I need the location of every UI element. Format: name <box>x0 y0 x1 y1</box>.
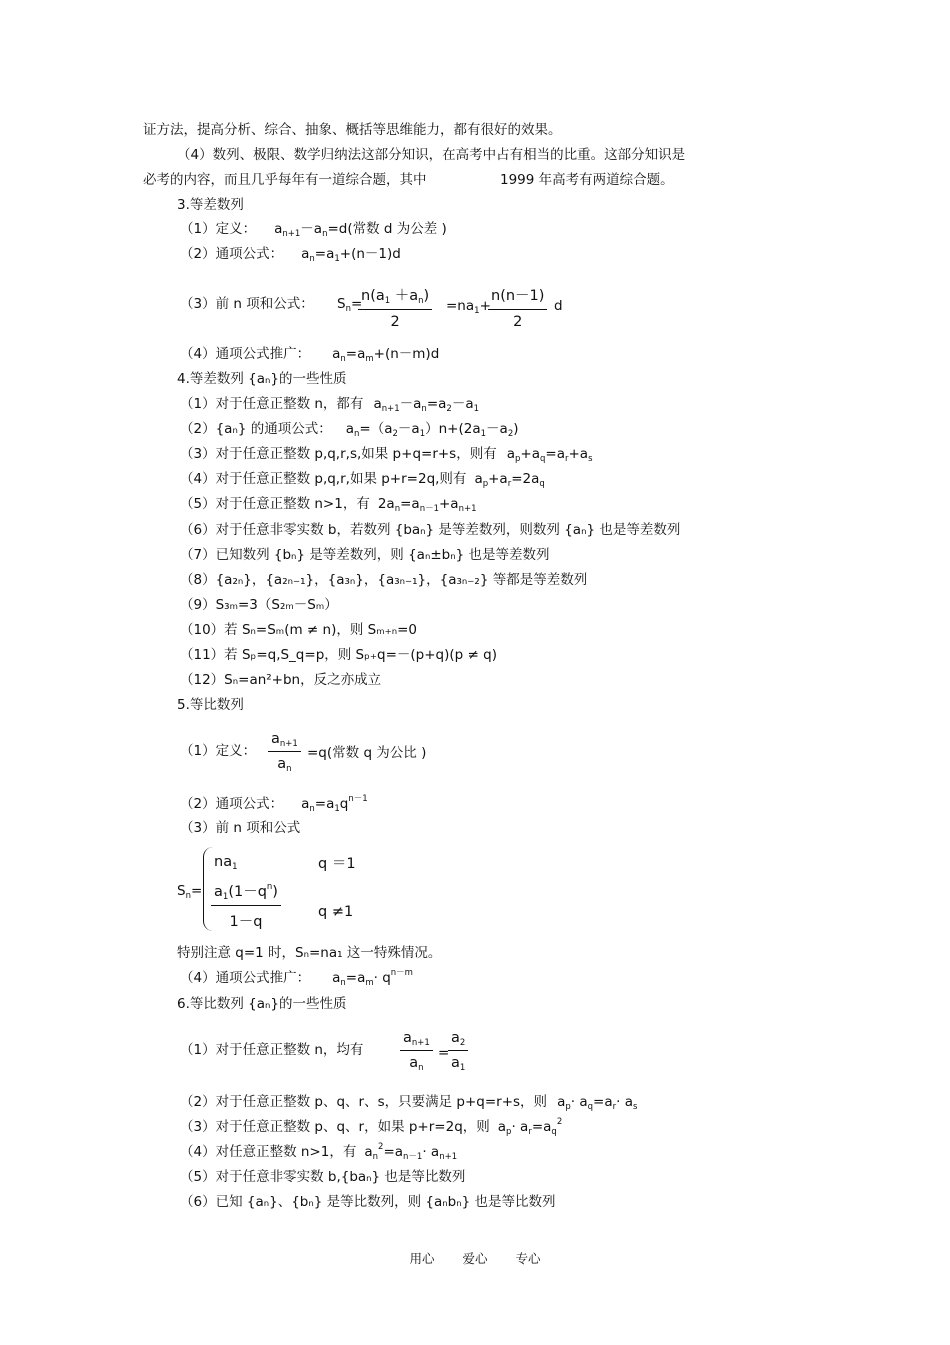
intro-line-3a: 必考的内容，而且几乎每年有一道综合题，其中 <box>143 172 427 188</box>
s5-case-2-cond: q ≠1 <box>318 904 354 920</box>
s3-sum-fraction-1: $\frac{n(a_1 +a_n)}{2}$ <box>358 284 432 330</box>
intro-line-2: （4）数列、极限、数学归纳法这部分知识，在高考中占有相当的比重。这部分知识是 <box>177 147 686 163</box>
page-footer <box>0 1249 950 1267</box>
s5-item-1-tail: =q(常数 q 为公比 ) <box>307 745 427 761</box>
s4-item-11: （11）若 Sₚ=q,S_q=p，则 Sₚ₊q=－(p+q)(p ≠ q) <box>180 647 497 663</box>
s4-item-10: （10）若 Sₙ=Sₘ(m ≠ n)，则 Sₘ₊ₙ=0 <box>180 622 418 638</box>
s4-item-8: （8）{a₂ₙ}，{a₂ₙ₋₁}，{a₃ₙ}，{a₃ₙ₋₁}，{a₃ₙ₋₂} 等都是等差数列 <box>180 572 588 588</box>
s4-item-1: （1）对于任意正整数 n，都有 $a_{n+1}-a_n=a_2-a_1$ <box>180 396 480 414</box>
s3-title: 3.等差数列 <box>177 197 244 213</box>
s5-item-3: （3）前 n 项和公式 <box>180 820 301 836</box>
s4-item-4: （4）对于任意正整数 p,q,r,如果 p+r=2q,则有 $a_p+a_r=2a_q$ <box>180 471 545 489</box>
footer-word-3: 专心 <box>515 1251 541 1266</box>
s3-sn-label: $S_n=$ <box>337 296 363 314</box>
s3-item-3-label: （3）前 n 项和公式： <box>180 296 314 312</box>
s4-item-5: （5）对于任意正整数 n>1，有 $2a_n=a_{n-1}+a_{n+1}$ <box>180 496 477 514</box>
intro-line-1: 证方法，提高分析、综合、抽象、概括等思维能力，都有很好的效果。 <box>143 122 562 138</box>
s5-item-2: （2）通项公式： $a_n=a_1q^{n-1}$ <box>180 794 368 814</box>
s5-case-1: $na_1$ <box>214 854 238 872</box>
intro-line-3b: 1999 年高考有两道综合题。 <box>500 172 674 188</box>
s3-sum-fraction-2: $\frac{n(n-1)}{2}$ <box>488 284 547 330</box>
s3-item-4: （4）通项公式推广： $a_n=a_m+(n-m)d$ <box>180 346 440 364</box>
s5-case-1-cond: q ＝1 <box>318 856 356 872</box>
s6-ratio-equals: = <box>438 1045 450 1061</box>
s5-item-1-label: （1）定义： <box>180 743 257 759</box>
s4-item-3: （3）对于任意正整数 p,q,r,s,如果 p+q=r+s，则有 $a_p+a_q=a_r+a_s$ <box>180 446 593 464</box>
s5-piecewise-sn: $S_n=$ <box>177 883 203 901</box>
s4-item-2: （2）{aₙ} 的通项公式： $a_n=(a_2-a_1)n+(2a_1-a_2)$ <box>180 421 519 439</box>
s4-item-7: （7）已知数列 {bₙ} 是等差数列，则 {aₙ±bₙ} 也是等差数列 <box>180 547 550 563</box>
s4-title: 4.等差数列 {aₙ}的一些性质 <box>177 371 347 387</box>
s6-ratio-fraction-1: $\frac{a_{n+1}}{a_n}$ <box>400 1030 433 1071</box>
s3-item-2: （2）通项公式： $a_n=a_1+(n-1)d$ <box>180 246 401 264</box>
s4-item-12: （12）Sₙ=an²+bn，反之亦成立 <box>180 672 382 688</box>
s6-ratio-fraction-2: $\frac{a_2}{a_1}$ <box>448 1030 468 1071</box>
s4-item-9: （9）S₃ₘ=3（S₂ₘ－Sₘ） <box>180 597 338 613</box>
s6-item-3: （3）对于任意正整数 p、q、r，如果 p+r=2q，则 $a_p\cdot a_r=a_q^2$ <box>180 1117 563 1137</box>
s6-item-4: （4）对任意正整数 n>1，有 $a_n^2=a_{n-1}\cdot a_{n+1}$ <box>180 1142 458 1162</box>
s3-sum-middle: $=na_1+$ <box>446 298 491 316</box>
s6-item-2: （2）对于任意正整数 p、q、r、s，只要满足 p+q=r+s，则 $a_p\cdot a_q=a_r\cdot a_s$ <box>180 1094 638 1112</box>
s6-item-1-label: （1）对于任意正整数 n，均有 <box>180 1042 364 1058</box>
s3-item-1: （1）定义： $a_{n+1}-a_n=d$(常数 d 为公差 ) <box>180 221 447 239</box>
s6-item-6: （6）已知 {aₙ}、{bₙ} 是等比数列，则 {aₙbₙ} 也是等比数列 <box>180 1194 556 1210</box>
s5-note: 特别注意 q=1 时，Sₙ=na₁ 这一特殊情况。 <box>177 945 442 961</box>
s5-case-2-fraction: $\frac{a_1(1-q^n)}{1-q}$ <box>211 880 281 931</box>
s6-title: 6.等比数列 {aₙ}的一些性质 <box>177 996 347 1012</box>
footer-word-1: 用心 <box>409 1251 435 1266</box>
s5-ratio-fraction: $\frac{a_{n+1}}{a_n}$ <box>268 731 301 772</box>
footer-word-2: 爱心 <box>462 1251 488 1266</box>
s4-item-6: （6）对于任意非零实数 b，若数列 {baₙ} 是等差数列，则数列 {aₙ} 也是等差数列 <box>180 522 681 538</box>
s5-title: 5.等比数列 <box>177 697 244 713</box>
s5-item-4: （4）通项公式推广： $a_n=a_m\cdot q^{n-m}$ <box>180 968 413 988</box>
s6-item-5: （5）对于任意非零实数 b,{baₙ} 也是等比数列 <box>180 1169 466 1185</box>
s3-sum-d: d <box>554 298 563 314</box>
